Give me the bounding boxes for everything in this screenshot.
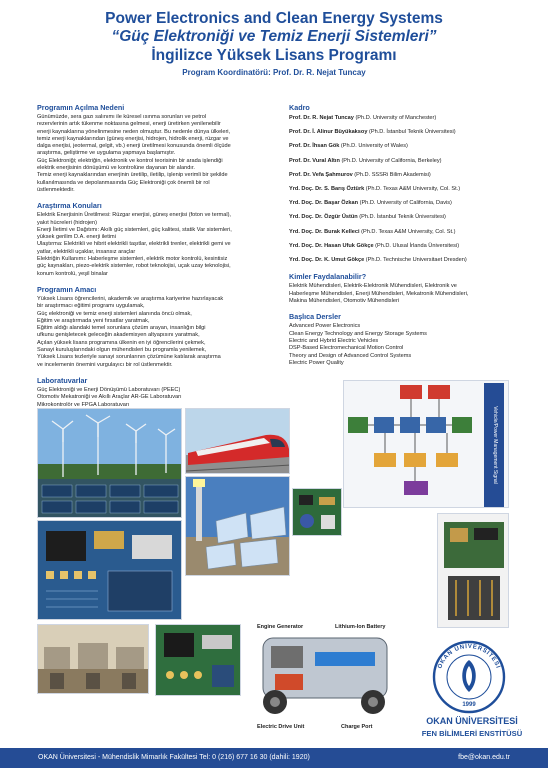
staff-name: Yrd. Doç. Dr. Başar Özkan [289, 200, 359, 207]
wind-solar-image [38, 409, 182, 518]
staff-member [289, 228, 517, 238]
staff-info: (Ph.D. SSSRi Bilim Akademisi) [354, 171, 431, 178]
text-line: Güç elektroniği ve temiz enerji sistemleri alanında öncü olmak, [37, 310, 192, 317]
staff-member [289, 171, 517, 181]
staff-info: (Ph.D. University of Wales) [340, 143, 408, 150]
circuit-board-photo [37, 520, 182, 620]
section-title: Kimler Faydalanabilir? [289, 272, 367, 282]
staff-info: (Ph.D. University of California, Davis) [359, 200, 452, 207]
course-item: Theory and Design of Advanced Control Systems [289, 352, 412, 359]
aim-text [37, 296, 275, 369]
coordinator: Program Koordinatörü: Prof. Dr. R. Nejat Tuncay [182, 68, 366, 77]
wind-solar-photo [37, 408, 182, 518]
who-text [289, 283, 517, 305]
text-line: Elektrik Mühendisleri, Elektrik-Elektronik Mühendisleri, Elektronik ve [289, 283, 457, 290]
staff-member [289, 142, 517, 152]
staff-member [289, 256, 517, 266]
text-line: Yüksek Lisans tezleriyle sanayi sorunlarının çözümüne katılarak araştırma [37, 354, 221, 361]
seal-year: 1999 [462, 702, 476, 708]
circuit-board-image [38, 521, 182, 620]
text-line: Haberleşme Mühendisleri, Enerji Mühendisleri, Mekatronik Mühendisleri, [289, 290, 469, 297]
staff-member [289, 199, 517, 209]
lab-item: Güç Elektroniği ve Enerji Dönüşümü Laboratuvarı (PEEC) [37, 386, 181, 393]
text-line: ufkunu genişletecek geleceğin akademisyen altyapısını yaratmak, [37, 332, 200, 339]
section-aim [37, 285, 275, 369]
section-title: Laboratuvarlar [37, 375, 88, 385]
title-turkish: “Güç Elektroniği ve Temiz Enerji Sistemleri” [111, 28, 437, 45]
train-photo [185, 408, 290, 474]
section-staff [289, 103, 517, 265]
staff-info: (Ph.D. Texas A&M University, Col. St.) [361, 228, 456, 235]
lab-photo [37, 624, 149, 694]
staff-name: Yrd. Doç. Dr. Hasan Ufuk Gökçe [289, 242, 374, 249]
text-line: Ulaştırma: Elektrikli ve hibrit elektrikli taşıtlar, elektrikli trenler, elektrikli gemi ve [37, 241, 231, 248]
text-line: üstlenmektedir. [37, 186, 75, 193]
text-line: konum kontrolü, yeşil binalar [37, 270, 108, 277]
staff-name: Yrd. Doç. Dr. K. Umut Gökçe [289, 256, 365, 263]
staff-name: Yrd. Doç. Dr. S. Barış Öztürk [289, 185, 365, 192]
staff-name: Prof. Dr. İ. Alinur Büyükaksoy [289, 129, 368, 136]
staff-name: Yrd. Doç. Dr. Özgür Üstün [289, 214, 358, 221]
section-title: Araştırma Konuları [37, 201, 102, 211]
power-module-image [438, 514, 509, 628]
university-name: OKAN ÜNİVERSİTESİ [426, 716, 518, 726]
staff-name: Prof. Dr. R. Nejat Tuncay [289, 115, 354, 121]
text-line: yatlar, elektrikli uçaklar, insansız araçlar [37, 248, 136, 255]
text-line: Günümüzde, sera gazı salınımı ile küresel ısınma sorunları ve petrol [37, 114, 207, 120]
text-line: Elektriğin Kullanımı: Haberleşme sistemleri, elektrik motor kontrolü, kesintisiz [37, 256, 228, 263]
footer-bar [0, 748, 548, 768]
text-line: Sanayi kuruluşlarındaki olgun mühendisleri bu programla yenilemek, [37, 347, 207, 354]
course-item: Advanced Power Electronics [289, 323, 361, 330]
section-title: Kadro [289, 103, 310, 112]
diagram-side-label: Vehicle/Power Management Signal [492, 406, 498, 484]
section-title: Programın Amacı [37, 284, 97, 294]
staff-info: (Ph.D. Ulusal İrlanda Üniversitesi) [375, 242, 460, 249]
text-line: enerji kaynaklarına yönelinmesine neden olmuştur. Bu nedenle dünya ülkeleri, [37, 128, 231, 135]
fpga-board-photo [155, 624, 241, 696]
section-title: Başlıca Dersler [289, 312, 341, 322]
label-engine-generator: Engine Generator [257, 624, 304, 630]
university-seal-icon [430, 640, 508, 714]
research-text [37, 212, 275, 278]
pcb-image [293, 489, 342, 536]
courses-text [289, 323, 517, 367]
system-block-diagram [344, 381, 509, 508]
text-line: bir araştırmacı eğitimi programı uygulamak, [37, 303, 145, 310]
staff-member [289, 128, 517, 138]
text-line: güç kaynakları, piezo-elektrik sistemler, robot teknolojisi, uçak uzay teknolojisi, [37, 263, 231, 270]
staff-member [289, 242, 517, 252]
staff-name: Prof. Dr. Vefa Şahmurov [289, 171, 353, 178]
title-english: Power Electronics and Clean Energy Systems [105, 10, 443, 27]
text-line: Elektrik Enerjisinin Üretilmesi: Rüzgar enerjisi, güneş enerjisi (foton ve termal), [37, 212, 231, 219]
course-item: DSP-Based Electromechanical Motion Control [289, 345, 404, 352]
staff-member [289, 157, 517, 167]
staff-name: Yrd. Doç. Dr. Burak Kelleci [289, 228, 360, 235]
staff-member [289, 213, 517, 223]
text-line: Eğitim ve araştırmada yeni fırsatlar yaratmak, [37, 317, 150, 324]
text-line: Temiz enerji kaynaklarından enerjinin üretilip, iletilip, işlenip verimli bir şekilde [37, 172, 228, 179]
text-line: araştırma, geliştirme ve uygulama yapmaya başlamıştır. [37, 150, 176, 157]
label-drive-unit: Electric Drive Unit [257, 724, 305, 730]
section-courses [289, 312, 517, 367]
power-module-photo [437, 513, 509, 628]
vehicle-drivetrain-image [245, 616, 405, 734]
section-who [289, 272, 517, 305]
lab-item: Otomotiv Mekatroniği ve Akıllı Araçlar AR-GE Laboratuvarı [37, 394, 182, 401]
text-line: rezervlerinin artık tükenme noktasına gelmesi, enerji üretirken yenilenebilir [37, 121, 221, 128]
staff-info: (Ph.D. İstanbul Teknik Üniversitesi) [369, 129, 456, 136]
vehicle-drivetrain [245, 616, 405, 734]
pcb-photo [292, 488, 342, 536]
lab-item: Mikrokontrolör ve FPGA Laboratuvarı [37, 401, 130, 408]
institute-name: FEN BİLİMLERİ ENSTİTÜSÜ [421, 729, 523, 738]
header [0, 10, 548, 77]
solar-tower-image [186, 477, 290, 576]
right-column [289, 103, 517, 374]
text-line: dalga enerjisi, jeotermal, gelgit, vb.) enerji üretilmesi konusunda önemli ölçüde [37, 143, 231, 150]
staff-info: (Ph.D. University of California, Berkeley) [341, 157, 442, 164]
text-line: ve incelemenin önemini vurgulayıcı bir rol üstlenmektir. [37, 361, 173, 368]
section-research [37, 201, 275, 278]
label-battery: Lithium-Ion Battery [335, 624, 386, 630]
lab-image [38, 625, 149, 694]
text-line: yakıt hücreleri (hidrojen) [37, 219, 98, 226]
left-column [37, 103, 275, 423]
course-item: Clean Energy Technology and Energy Storage Systems [289, 330, 427, 337]
text-line: Enerji İletimi ve Dağıtımı: Akıllı güç sistemleri, güç kalitesi, statik Var sistemleri, [37, 226, 232, 233]
section-opening [37, 103, 275, 194]
seal-ring-text: OKAN ÜNİVERSİTESİ [437, 643, 501, 670]
text-line: Açılan yüksek lisans programına ülkenin en iyi öğrencilerini çekmek, [37, 339, 206, 346]
footer-email-link[interactable]: fbe@okan.edu.tr [458, 754, 510, 761]
text-line: kullanılmasında ve depolanmasında Güç Elektroniği çok önemli bir rol [37, 179, 210, 186]
staff-list [289, 114, 517, 265]
solar-tower-photo [185, 476, 290, 576]
staff-info: (Ph.D. İstanbul Teknik Üniversitesi) [359, 214, 446, 221]
staff-member [289, 185, 517, 195]
text-line: temiz enerji kaynaklarından (güneş enerjisi, hidrojen, hidrolik enerji, rüzgar ve [37, 135, 229, 142]
text-line: Güç Elektroniği; elektriğin, elektronik ve kontrol teorisinin bir arada işlendiği [37, 157, 223, 164]
label-charge-port: Charge Port [341, 724, 373, 730]
train-image [186, 409, 290, 474]
block-diagram [343, 380, 509, 508]
text-line: Makina Mühendisleri, Otomotiv Mühendisleri [289, 298, 400, 305]
opening-text [37, 114, 275, 194]
staff-info: (Ph.D. Technische Universitaet Dresden) [365, 256, 467, 263]
text-line: Eğitim aldığı alandaki temel sorunlara çözüm arayan, insanlığın bilgi [37, 325, 206, 332]
title-program: İngilizce Yüksek Lisans Programı [151, 47, 397, 64]
text-line: yüksek gerilim D.A. enerji iletimi [37, 234, 116, 241]
okan-logo [430, 640, 508, 714]
course-item: Electric Power Quality [289, 359, 344, 366]
staff-info: (Ph.D. University of Manchester) [355, 115, 437, 121]
staff-name: Prof. Dr. İhsan Gök [289, 143, 340, 150]
text-line: Yüksek Lisans öğrencilerini, akademik ve araştırma kariyerine hazırlayacak [37, 295, 224, 302]
staff-info: (Ph.D. Texas A&M University, Col. St.) [365, 185, 461, 192]
staff-name: Prof. Dr. Vural Altın [289, 157, 340, 164]
footer-contact: OKAN Üniversitesi - Mühendislik Mimarlık Fakültesi Tel: 0 (216) 677 16 30 (dahili: 1920) [38, 754, 310, 761]
fpga-board-image [156, 625, 241, 696]
course-item: Electric and Hybrid Electric Vehicles [289, 337, 379, 344]
section-title: Programın Açılma Nedeni [37, 103, 125, 112]
staff-member [289, 114, 517, 124]
text-line: elektrik enerjisinin dönüşümü ve kontrolüne dayanan bir alandır. [37, 165, 195, 172]
